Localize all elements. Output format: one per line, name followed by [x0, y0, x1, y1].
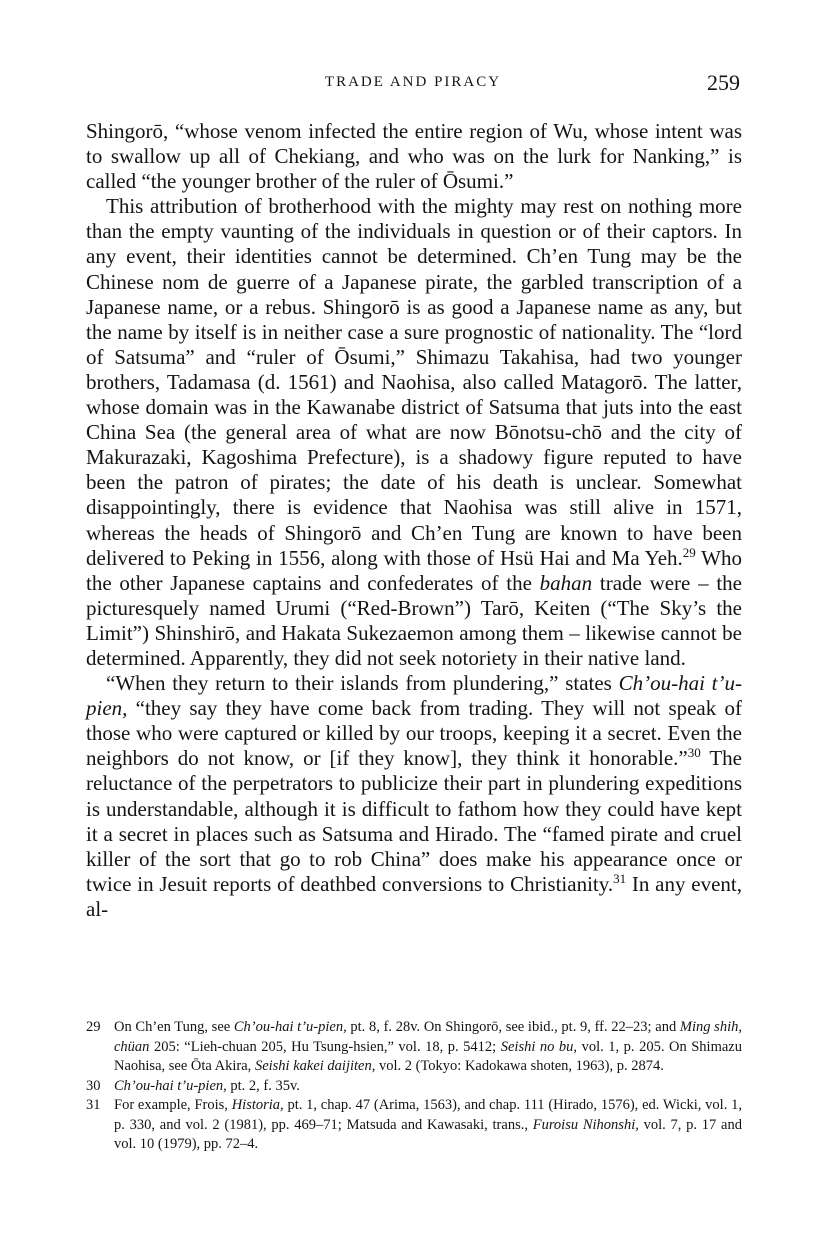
italic-text: Seishi no bu,: [500, 1038, 578, 1055]
italic-text: bahan: [539, 570, 593, 595]
italic-text: Ch’ou-hai t’u-pien,: [114, 1077, 227, 1094]
paragraph: “When they return to their islands from plundering,” states Ch’ou-hai t’u-pien, “they say they have come back from trading. They will not speak of those who were captured or killed by our troops, keeping it a secret. Even the neighbors do not know, or [if they know], they think it honorable.”$^{30}$ The reluctance of the perpetrators to publicize their part in plundering expeditions is understandable, although it is difficult to fathom how they could have kept it a secret in places such as Satsuma and Hirado. The “famed pirate and cruel killer of the sort that go to rob China” does make his appearance once or twice in Jesuit reports of deathbed conversions to Christianity.$^{31}$ In any event, al-: [86, 671, 742, 921]
italic-text: Ming shih, chüan: [114, 1019, 742, 1055]
footnote-ref: 29: [682, 544, 696, 560]
footnotes: [86, 1018, 742, 1155]
italic-text: Seishi kakei daijiten,: [254, 1058, 376, 1074]
italic-text: Ch’ou-hai t’u-pien,: [86, 671, 742, 721]
body-text: [86, 119, 742, 922]
italic-text: Historia,: [231, 1097, 284, 1113]
paragraph: This attribution of brotherhood with the mighty may rest on nothing more than the empty vaunting of the individuals in question or of their captors. In any event, their identities cannot be determined. Ch’en Tung may be the Chinese nom de guerre of a Japanese pirate, the garbled transcription of a Japanese name, or a rebus. Shingorō is as good a Japanese name as any, but the name by itself is in neither case a sure prognostic of nationality. The “lord of Satsuma” and “ruler of Ōsumi,” Shimazu Takahisa, had two younger brothers, Tadamasa (d. 1561) and Naohisa, also called Matagorō. The latter, whose domain was in the Kawanabe district of Satsuma that juts into the east China Sea (the general area of what are now Bōnotsu-chō and the city of Makurazaki, Kagoshima Prefecture), is a shadowy figure reputed to have been the patron of pirates; the date of his death is unclear. Somewhat disappointingly, there is evidence that Naohisa was still alive in 1571, whereas the heads of Shingorō and Ch’en Tung are known to have been delivered to Peking in 1556, along with those of Hsü Hai and Ma Yeh.$^{29}$ Who the other Japanese captains and confederates of the bahan trade were – the picturesquely named Urumi (“Red-Brown”) Tarō, Keiten (“The Sky’s the Limit”) Shinshirō, and Hakata Sukezaemon among them – likewise cannot be determined. Apparently, they did not seek notoriety in their native land.: [86, 194, 742, 670]
italic-text: Ch’ou-hai t’u-pien,: [233, 1019, 347, 1035]
footnote: 30 Ch’ou-hai t’u-pien, pt. 2, f. 35v.: [86, 1077, 742, 1097]
footnote-number: 30: [86, 1077, 101, 1094]
footnote-ref: 30: [687, 745, 701, 761]
page-number: 259: [707, 70, 740, 95]
paragraph: Shingorō, “whose venom infected the entire region of Wu, whose intent was to swallow up all of Chekiang, and who was on the lurk for Nanking,” is called “the younger brother of the ruler of Ōsumi.”: [86, 119, 742, 194]
footnote-number: 29: [86, 1019, 101, 1035]
footnote: 31 For example, Frois, Historia, pt. 1, chap. 47 (Arima, 1563), and chap. 111 (Hirado, 1576), ed. Wicki, vol. 1, p. 330, and vol. 2 (1981), pp. 469–71; Matsuda and Kawasaki, trans., Furoisu Nihonshi, vol. 7, p. 17 and vol. 10 (1979), pp. 72–4.: [86, 1097, 742, 1152]
footnote-ref: 31: [613, 870, 627, 886]
footnote: 29 On Ch’en Tung, see Ch’ou-hai t’u-pien, pt. 8, f. 28v. On Shingorō, see ibid., pt. 9, ff. 22–23; and Ming shih, chüan 205: “Lieh-chuan 205, Hu Tsung-hsien,” vol. 18, p. 5412; Seishi no bu, vol. 1, p. 205. On Shimazu Naohisa, see Ōta Akira, Seishi kakei daijiten, vol. 2 (Tokyo: Kadokawa shoten, 1963), p. 2874.: [86, 1019, 742, 1074]
italic-text: Furoisu Nihonshi,: [532, 1116, 639, 1133]
footnote-number: 31: [86, 1097, 101, 1113]
page-header: [86, 70, 740, 104]
running-head: TRADE AND PIRACY: [324, 74, 502, 90]
